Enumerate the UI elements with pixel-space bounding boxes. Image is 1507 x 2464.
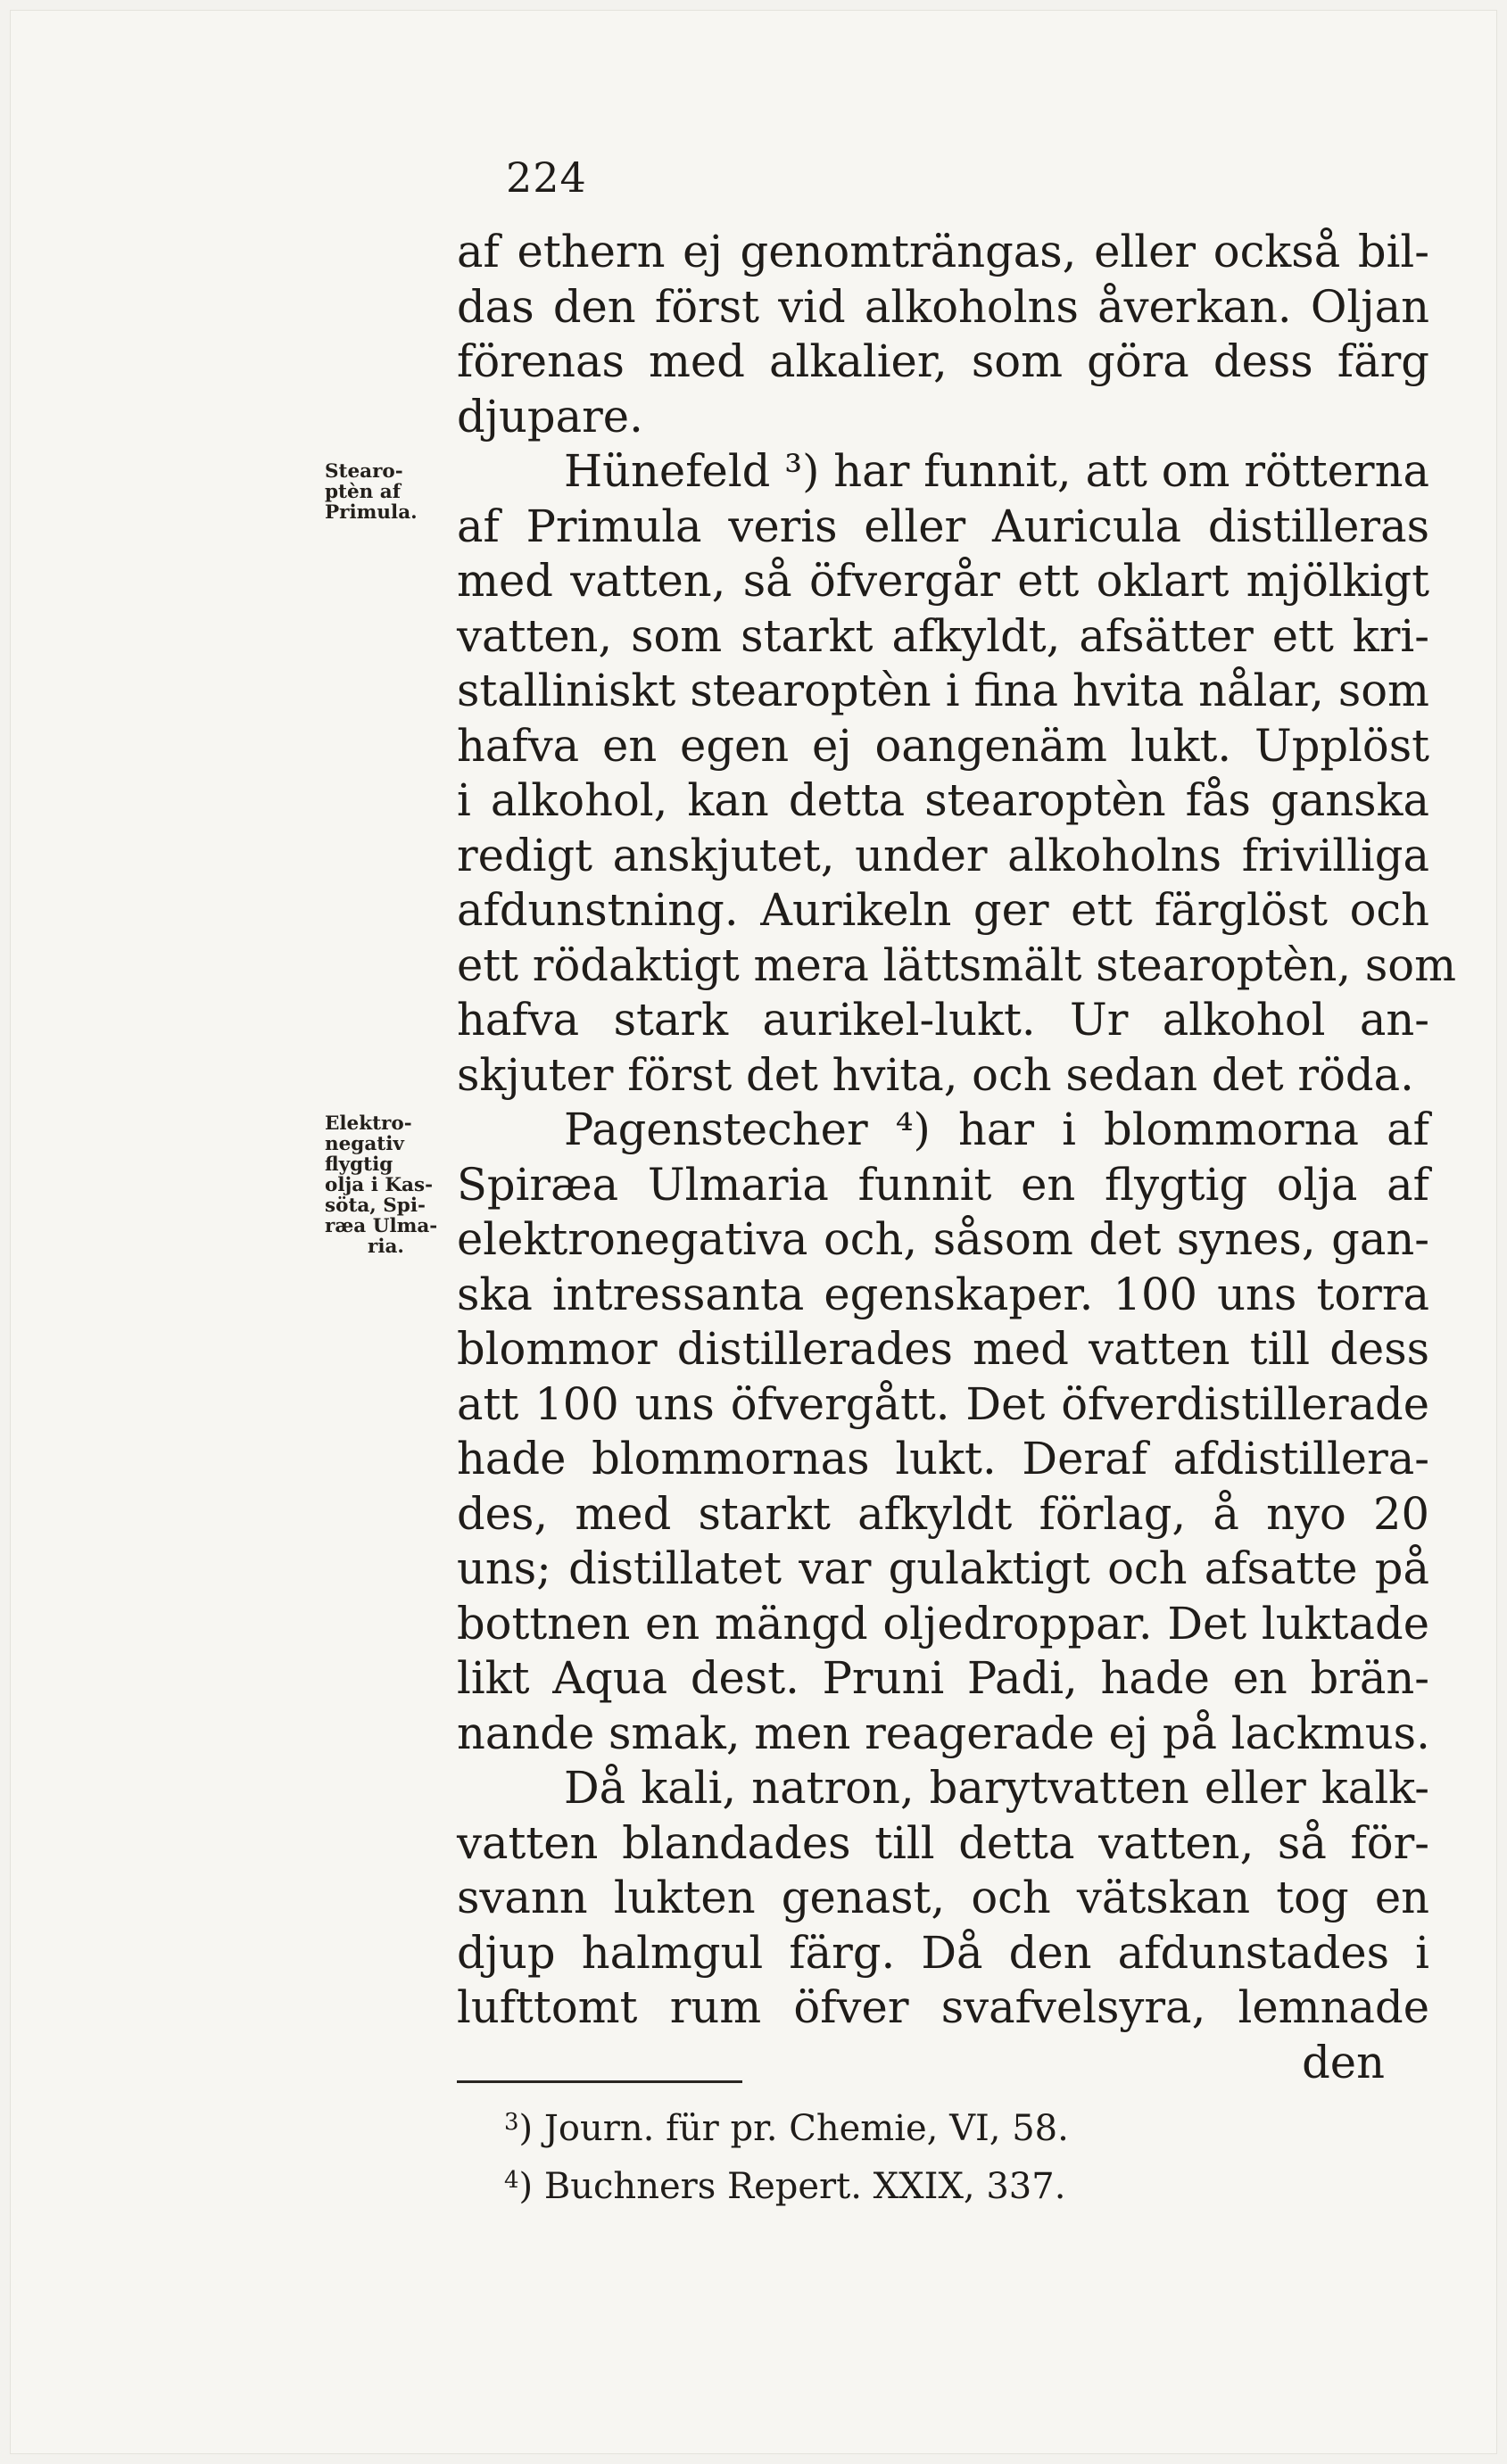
margin-note-line: söta, Spi- [325, 1195, 426, 1217]
body-line: af ethern ej genomträngas, eller också bil- [457, 226, 1429, 277]
margin-note-line: ræa Ulma- [325, 1215, 438, 1237]
catchword: den [1302, 2036, 1385, 2088]
body-line: vatten, som starkt afkyldt, afsätter ett kri- [457, 609, 1429, 662]
margin-note-line: olja i Kas- [325, 1174, 434, 1196]
footnote: $^3$) Journ. für pr. Chemie, VI, 58. [504, 2108, 1069, 2149]
footnote-mark: 3 [504, 2109, 519, 2136]
body-line: Hünefeld ³) har funnit, att om rötterna [564, 445, 1429, 497]
body-line: Då kali, natron, barytvatten eller kalk- [564, 1762, 1429, 1814]
body-line: af Primula veris eller Auricula distilleras [457, 500, 1429, 552]
body-line: hafva stark aurikel-lukt. Ur alkohol an- [457, 994, 1429, 1046]
footnote: $^4$) Buchners Repert. XXIX, 337. [504, 2166, 1066, 2207]
body-line: djup halmgul färg. Då den afdunstades i [457, 1926, 1429, 1979]
margin-note-line: Stearo- [325, 460, 403, 483]
body-line: nande smak, men reagerade ej på lackmus. [457, 1707, 1430, 1759]
body-line: Spiræa Ulmaria funnit en flygtig olja af [457, 1158, 1429, 1211]
footnotes [504, 2096, 1069, 2212]
body-line: skjuter först det hvita, och sedan det röda. [457, 1048, 1414, 1101]
body-line: stalliniskt stearoptèn i fina hvita nålar, som [457, 665, 1429, 716]
body-line: att 100 uns öfvergått. Det öfverdistillerade [457, 1377, 1429, 1430]
body-text [457, 225, 1457, 2090]
body-line: Pagenstecher ⁴) har i blommorna af [564, 1104, 1429, 1155]
footnote-text: Journ. für pr. Chemie, VI, 58. [543, 2108, 1069, 2149]
body-line: elektronegativa och, såsom det synes, gan- [457, 1213, 1429, 1265]
body-line: blommor distillerades med vatten till dess [457, 1323, 1429, 1375]
footnote-rule [457, 2080, 742, 2083]
body-line: djupare. [457, 390, 643, 442]
body-line: ska intressanta egenskaper. 100 uns torra [457, 1268, 1429, 1320]
body-line: svann lukten genast, och vätskan tog en [457, 1872, 1429, 1923]
margin-note-line: ria. [368, 1236, 404, 1258]
footnote-mark: 4 [504, 2167, 519, 2194]
body-line: bottnen en mängd oljedroppar. Det luktade [457, 1597, 1429, 1650]
body-line: förenas med alkalier, som göra dess färg [457, 335, 1429, 387]
book-page [11, 11, 1496, 2453]
footnote-text: Buchners Repert. XXIX, 337. [543, 2166, 1066, 2207]
body-line: ett rödaktigt mera lättsmält stearoptèn, som [457, 938, 1457, 991]
margin-note-stearopten [325, 461, 459, 523]
body-line: uns; distillatet var gulaktigt och afsatte på [457, 1542, 1429, 1594]
body-line: redigt anskjutet, under alkoholns frivilliga [457, 829, 1429, 881]
page-number: 224 [506, 153, 587, 202]
body-line: med vatten, så öfvergår ett oklart mjölkigt [457, 555, 1429, 607]
body-line: lufttomt rum öfver svafvelsyra, lemnade [457, 1981, 1429, 2033]
body-line: likt Aqua dest. Pruni Padi, hade en brän- [457, 1652, 1429, 1704]
body-line: hafva en egen ej oangenäm lukt. Upplöst [457, 719, 1429, 772]
margin-note-line: flygtig [325, 1153, 393, 1176]
body-line: hade blommornas lukt. Deraf afdistillera- [457, 1433, 1429, 1484]
body-line: das den först vid alkoholns åverkan. Oljan [457, 280, 1429, 333]
margin-note-line: negativ [325, 1133, 404, 1155]
body-line: afdunstning. Aurikeln ger ett färglöst och [457, 884, 1429, 936]
margin-note-line: ptèn af [325, 481, 401, 503]
body-line: i alkohol, kan detta stearoptèn fås ganska [457, 774, 1429, 826]
margin-note-elektronegativ [325, 1113, 459, 1257]
margin-note-line: Primula. [325, 501, 418, 524]
margin-note-line: Elektro- [325, 1112, 412, 1135]
body-line: vatten blandades till detta vatten, så för- [457, 1816, 1429, 1869]
body-line: des, med starkt afkyldt förlag, å nyo 20 [457, 1487, 1429, 1540]
